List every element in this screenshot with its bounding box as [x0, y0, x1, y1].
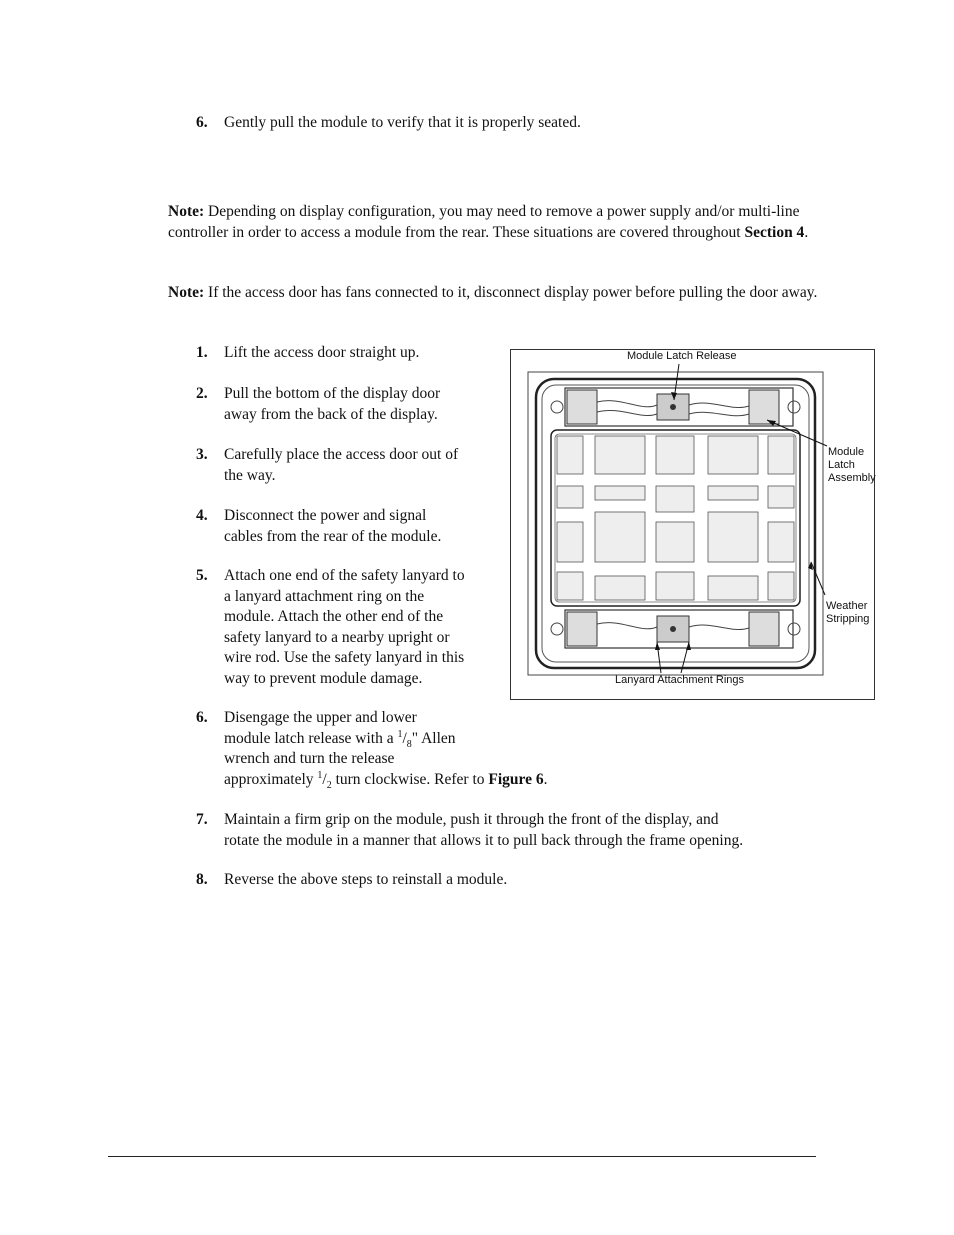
step-number: 3. [196, 446, 208, 463]
step-number: 2. [196, 385, 208, 402]
step-line: the way. [224, 466, 276, 484]
step-line: way to prevent module damage. [224, 669, 423, 687]
step-line: rotate the module in a manner that allows it to pull back through the frame opening. [224, 831, 744, 849]
step-number: 4. [196, 507, 208, 524]
fraction-numerator: 1 [397, 728, 403, 740]
step-line: Pull the bottom of the display door [224, 385, 441, 402]
note-text: If the access door has fans connected to it, disconnect display power before pulling the door away. [204, 284, 818, 301]
step-line: safety lanyard to a nearby upright or [224, 628, 450, 646]
step-line: wire rod. Use the safety lanyard in this [224, 649, 465, 666]
step-8 [196, 870, 508, 891]
label-line: Stripping [826, 613, 870, 625]
label-lanyard-attachment-rings: Lanyard Attachment Rings [615, 674, 745, 686]
footer-rule [108, 1156, 816, 1157]
label-module-latch-assembly [828, 446, 876, 485]
step-3 [196, 445, 459, 484]
note-end: . [804, 223, 809, 241]
text-run: module latch release with a [224, 729, 398, 747]
step-line: wrench and turn the release [224, 750, 395, 767]
fraction-slash: / [402, 729, 407, 747]
step-text [224, 506, 441, 547]
fraction-numerator: 1 [317, 769, 323, 781]
note-label: Note: [168, 203, 205, 220]
step-number: 7. [196, 811, 208, 828]
step-number: 8. [196, 871, 208, 888]
figure-ref: Figure 6 [488, 770, 544, 788]
step-text: Reverse the above steps to reinstall a module. [224, 871, 508, 888]
step-number: 6. [196, 709, 208, 726]
step-text: Gently pull the module to verify that it is properly seated. [224, 114, 581, 131]
step-line: Maintain a firm grip on the module, push it through the front of the display, and [224, 811, 719, 828]
text-run: . [543, 770, 548, 788]
step-text [224, 708, 548, 790]
text-run: approximately [224, 770, 318, 788]
note-label: Note: [168, 284, 205, 301]
step-line: Attach one end of the safety lanyard to [224, 567, 465, 584]
note-fans [168, 283, 818, 304]
fraction-slash: / [322, 770, 327, 788]
step-text [224, 810, 743, 851]
step-text [224, 384, 440, 425]
label-line: Assembly [828, 472, 876, 484]
note-text: Depending on display configuration, you may need to remove a power supply and/or multi-line controller in order to access a module from the rear. These situations are covered throughout [168, 203, 800, 241]
label-weather-stripping [826, 600, 869, 626]
text-run: turn clockwise. Refer to [331, 770, 489, 788]
step-text [224, 445, 458, 486]
fraction-denominator: 8 [406, 738, 412, 750]
step-text: Lift the access door straight up. [224, 344, 420, 361]
step-number: 5. [196, 567, 208, 584]
label-line: Weather [826, 600, 868, 612]
step-2 [196, 384, 441, 423]
section-ref: Section 4 [744, 223, 805, 241]
label-line: Latch [828, 459, 855, 471]
figure-module-rear [510, 349, 875, 700]
step-6 [196, 708, 548, 791]
step-line: Disconnect the power and signal [224, 507, 427, 524]
step-1 [196, 343, 420, 364]
label-line: Module [828, 446, 865, 458]
note-power-supply [168, 202, 818, 243]
step-number: 6. [196, 114, 208, 131]
step-line: Disengage the upper and lower [224, 709, 417, 726]
fraction-denominator: 2 [326, 779, 332, 791]
label-module-latch-release: Module Latch Release [627, 350, 737, 362]
step-line [224, 770, 548, 791]
step-line: away from the back of the display. [224, 405, 438, 423]
step-line: Carefully place the access door out of [224, 446, 459, 463]
step-line: module. Attach the other end of the [224, 608, 444, 625]
step-line: cables from the rear of the module. [224, 527, 442, 545]
step-5 [196, 566, 465, 687]
text-run: " Allen [411, 729, 456, 747]
step-7 [196, 810, 744, 849]
step-top [196, 113, 581, 134]
step-line: a lanyard attachment ring on the [224, 587, 425, 605]
step-4 [196, 506, 442, 545]
module-diagram [511, 350, 874, 699]
step-text [224, 566, 465, 689]
step-number: 1. [196, 344, 208, 361]
step-line [224, 729, 548, 750]
